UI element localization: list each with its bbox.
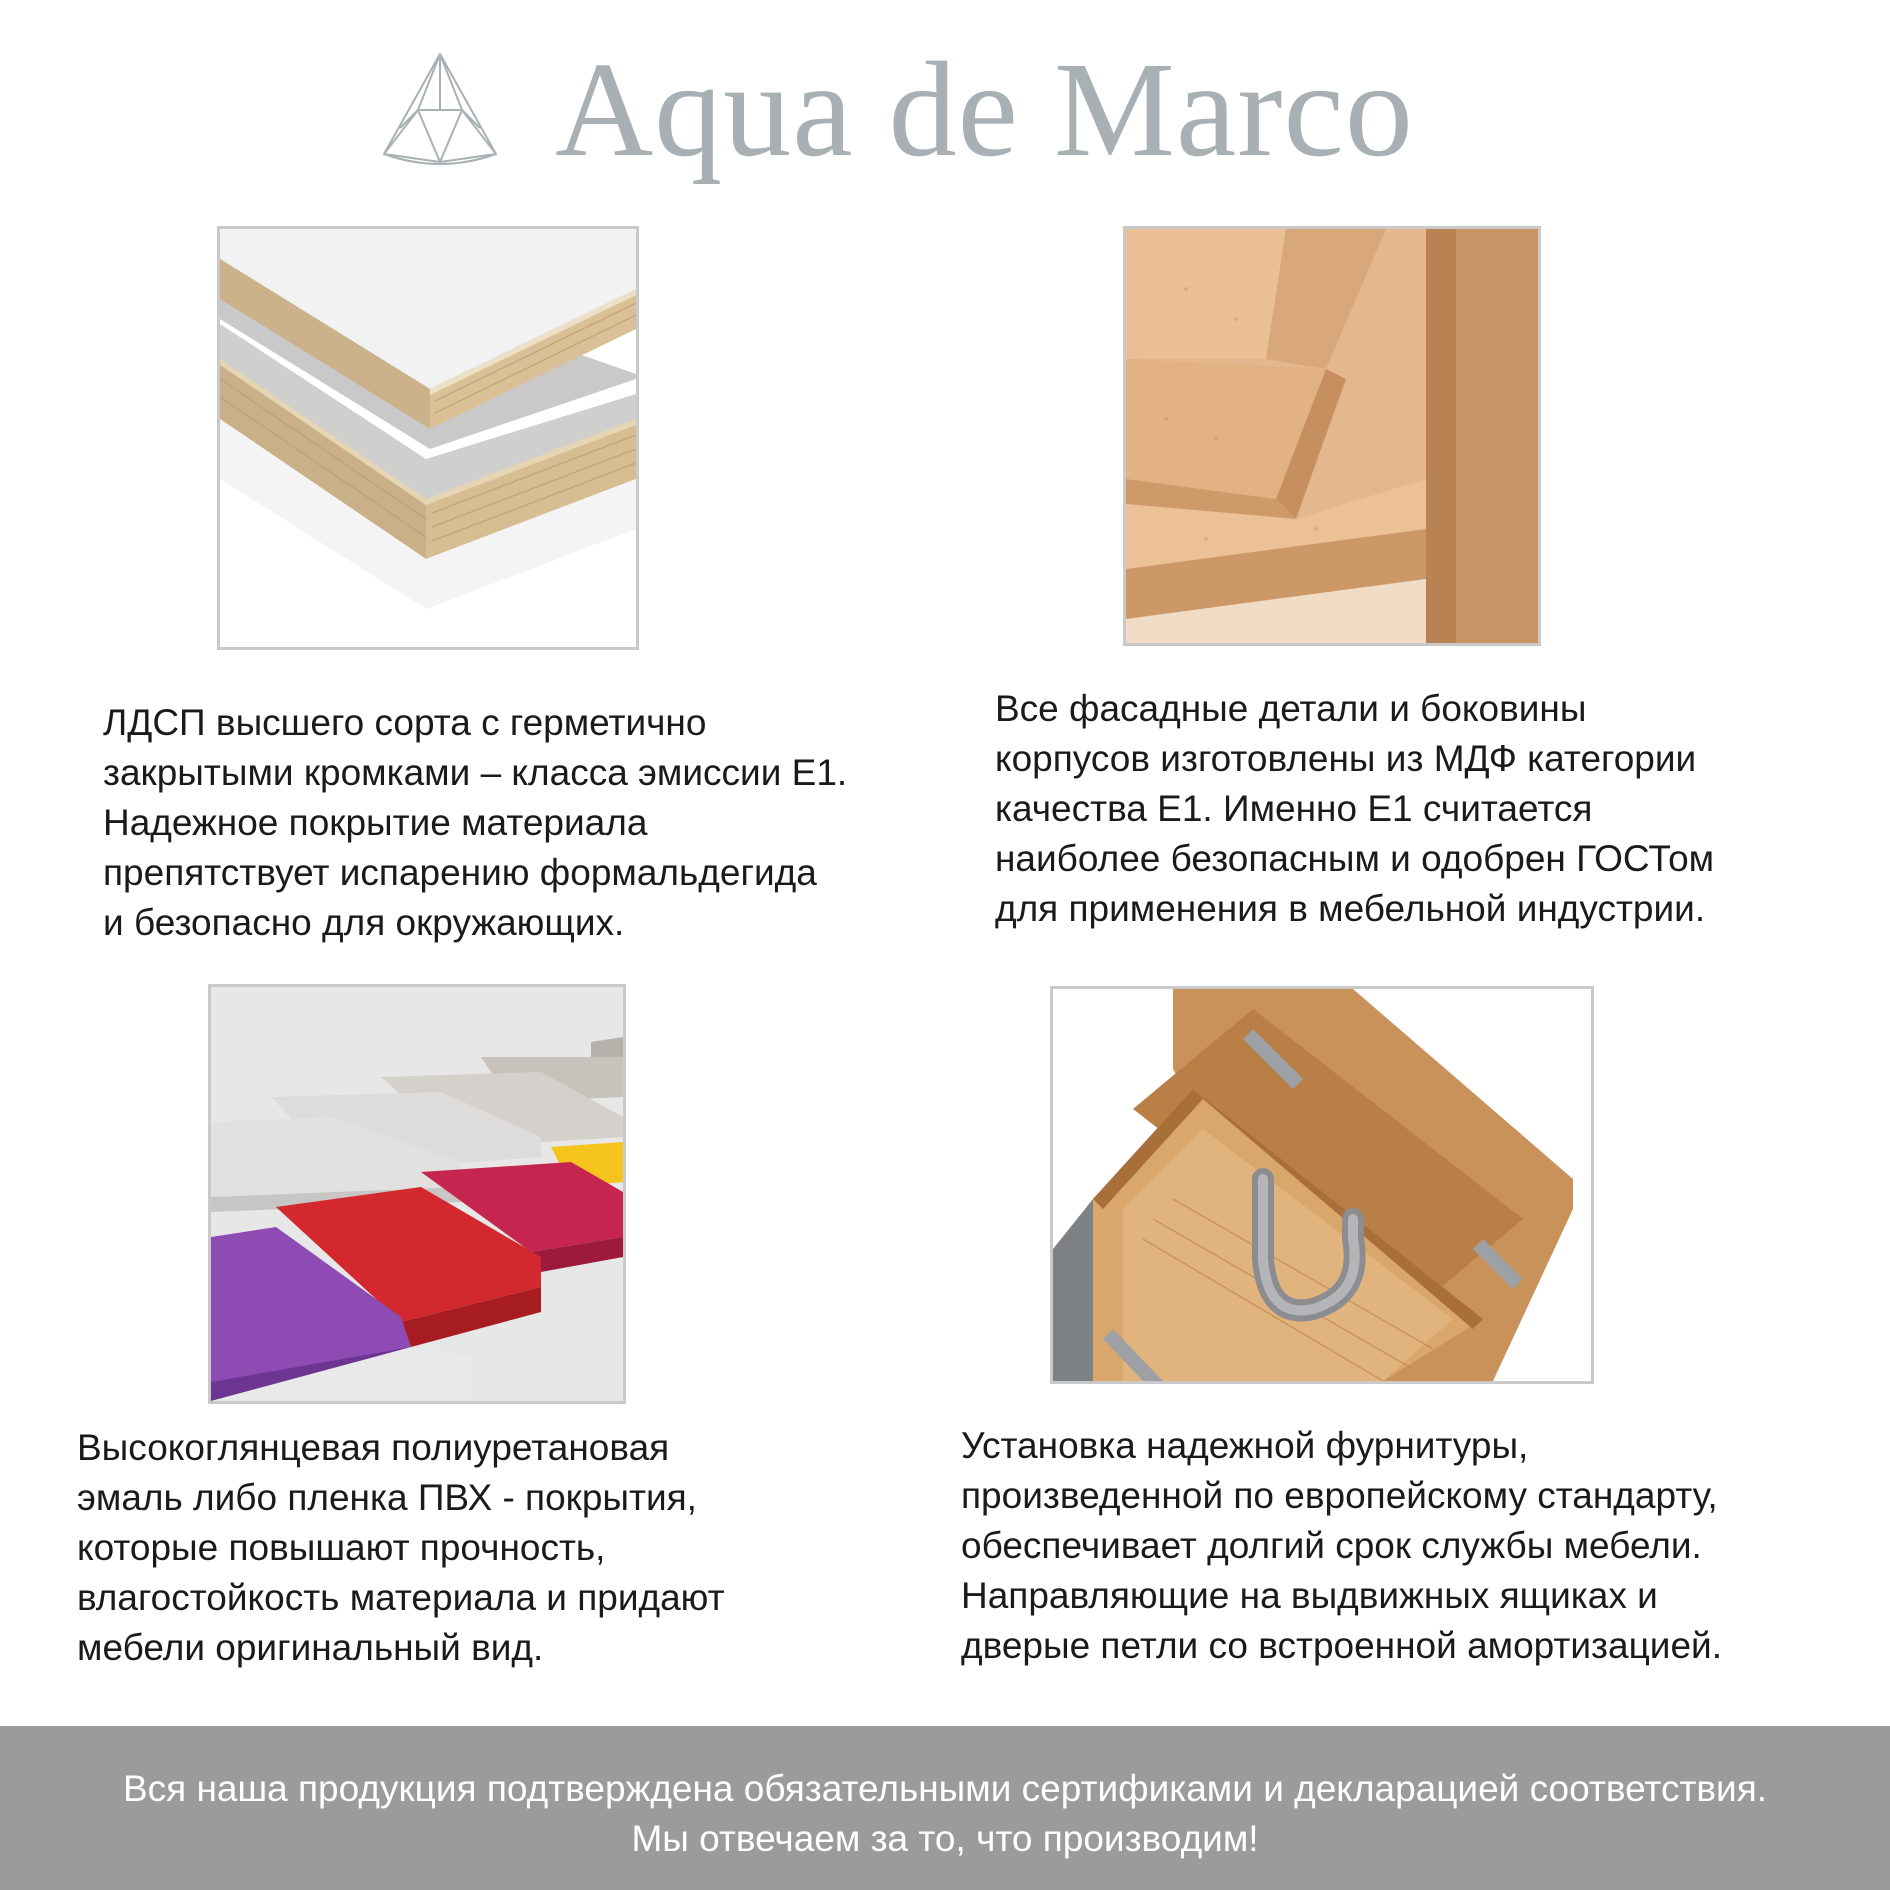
certification-footer: [0, 1726, 1890, 1890]
enamel-description: Высокоглянцевая полиуретановая эмаль либо пленка ПВХ - покрытия, которые повышают прочность, влагостойкость материала и придают мебели оригинальный вид.: [77, 1427, 725, 1668]
brand-name: Aqua de Marco: [555, 35, 1414, 185]
faceted-gem-icon: [378, 50, 502, 170]
mdf-description: Все фасадные детали и боковины корпусов изготовлены из МДФ категории качества Е1. Именно Е1 считается наиболее безопасным и одобрен ГОСТом для применения в мебельной индустрии.: [995, 688, 1715, 929]
brand-header: [0, 0, 1890, 200]
laminated-chipboard-photo: [217, 226, 639, 650]
enamel-color-samples-photo: [208, 984, 626, 1404]
hardware-description: Установка надежной фурнитуры, произведенной по европейскому стандарту, обеспечивает долгий срок службы мебели. Направляющие на выдвижных ящиках и дверые петли со встроенной амортизацией.: [961, 1425, 1722, 1666]
drawer-hardware-photo: [1050, 986, 1594, 1384]
responsibility-statement: Мы отвечаем за то, что производим!: [631, 1818, 1259, 1859]
mdf-boards-photo: [1123, 226, 1541, 646]
certification-statement: Вся наша продукция подтверждена обязательными сертификами и декларацией соответствия.: [122, 1768, 1768, 1809]
chipboard-description: ЛДСП высшего сорта с герметично закрытыми кромками – класса эмиссии Е1. Надежное покрытие материала препятствует испарению формальдегида и безопасно для окружающих.: [103, 702, 848, 943]
